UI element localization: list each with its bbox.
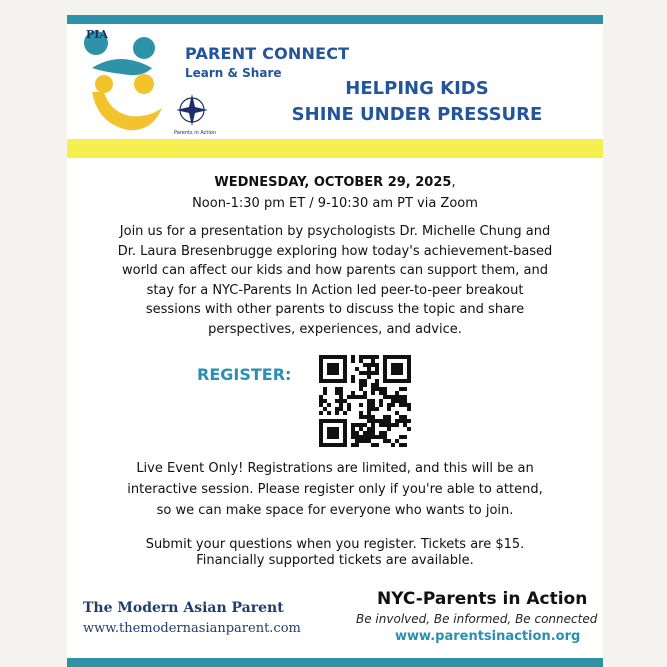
description-line: perspectives, experiences, and advice. bbox=[208, 321, 462, 337]
ticket-line: Submit your questions when you register. Tickets are $15. bbox=[145, 537, 525, 552]
ticket-line: Financially supported tickets are available. bbox=[196, 552, 474, 568]
notice-line: interactive session. Please register only if you're able to attend, bbox=[127, 482, 543, 497]
partner-url[interactable]: www.themodernasianparent.com bbox=[83, 621, 301, 636]
event-headline bbox=[247, 76, 587, 128]
program-title: PARENT CONNECT bbox=[185, 44, 350, 63]
description-line: Dr. Laura Bresenbrugge exploring how today's achievement-based bbox=[117, 243, 553, 259]
event-date-suffix: , bbox=[451, 175, 456, 190]
description-line: world can affect our kids and how parents can support them, and bbox=[122, 263, 548, 279]
event-time: Noon-1:30 pm ET / 9-10:30 am PT via Zoom bbox=[192, 196, 478, 211]
org-url[interactable]: www.parentsinaction.org bbox=[395, 629, 581, 644]
headline-line-2: SHINE UNDER PRESSURE bbox=[291, 104, 543, 125]
register-label: REGISTER: bbox=[197, 365, 292, 384]
bottom-accent-bar bbox=[67, 658, 603, 667]
description-line: Join us for a presentation by psychologists Dr. Michelle Chung and bbox=[119, 224, 551, 239]
org-name: NYC-Parents in Action bbox=[377, 589, 588, 609]
top-accent-bar bbox=[67, 15, 603, 24]
org-tagline: Be involved, Be informed, Be connected bbox=[356, 612, 598, 626]
flyer bbox=[67, 15, 603, 667]
description-line: sessions with other parents to discuss the topic and share bbox=[145, 302, 525, 318]
program-subtitle: Learn & Share bbox=[185, 66, 282, 80]
event-description bbox=[77, 222, 593, 340]
description-line: stay for a NYC-Parents In Action led peer-to-peer breakout bbox=[146, 282, 524, 298]
partner-name: The Modern Asian Parent bbox=[83, 600, 284, 616]
yellow-divider bbox=[67, 139, 603, 158]
notice-line: so we can make space for everyone who wants to join. bbox=[156, 503, 514, 518]
live-event-notice bbox=[77, 458, 593, 521]
headline-line-1: HELPING KIDS bbox=[345, 78, 489, 99]
event-date-text: WEDNESDAY, OCTOBER 29, 2025 bbox=[214, 175, 452, 190]
event-date bbox=[67, 175, 603, 190]
svg-text:Parents in Action: Parents in Action bbox=[174, 130, 217, 136]
qr-code-icon[interactable] bbox=[319, 355, 411, 447]
ticket-info bbox=[77, 537, 593, 568]
pia-logo-text: PIA bbox=[86, 28, 108, 41]
notice-line: Live Event Only! Registrations are limited, and this will be an bbox=[136, 461, 534, 476]
